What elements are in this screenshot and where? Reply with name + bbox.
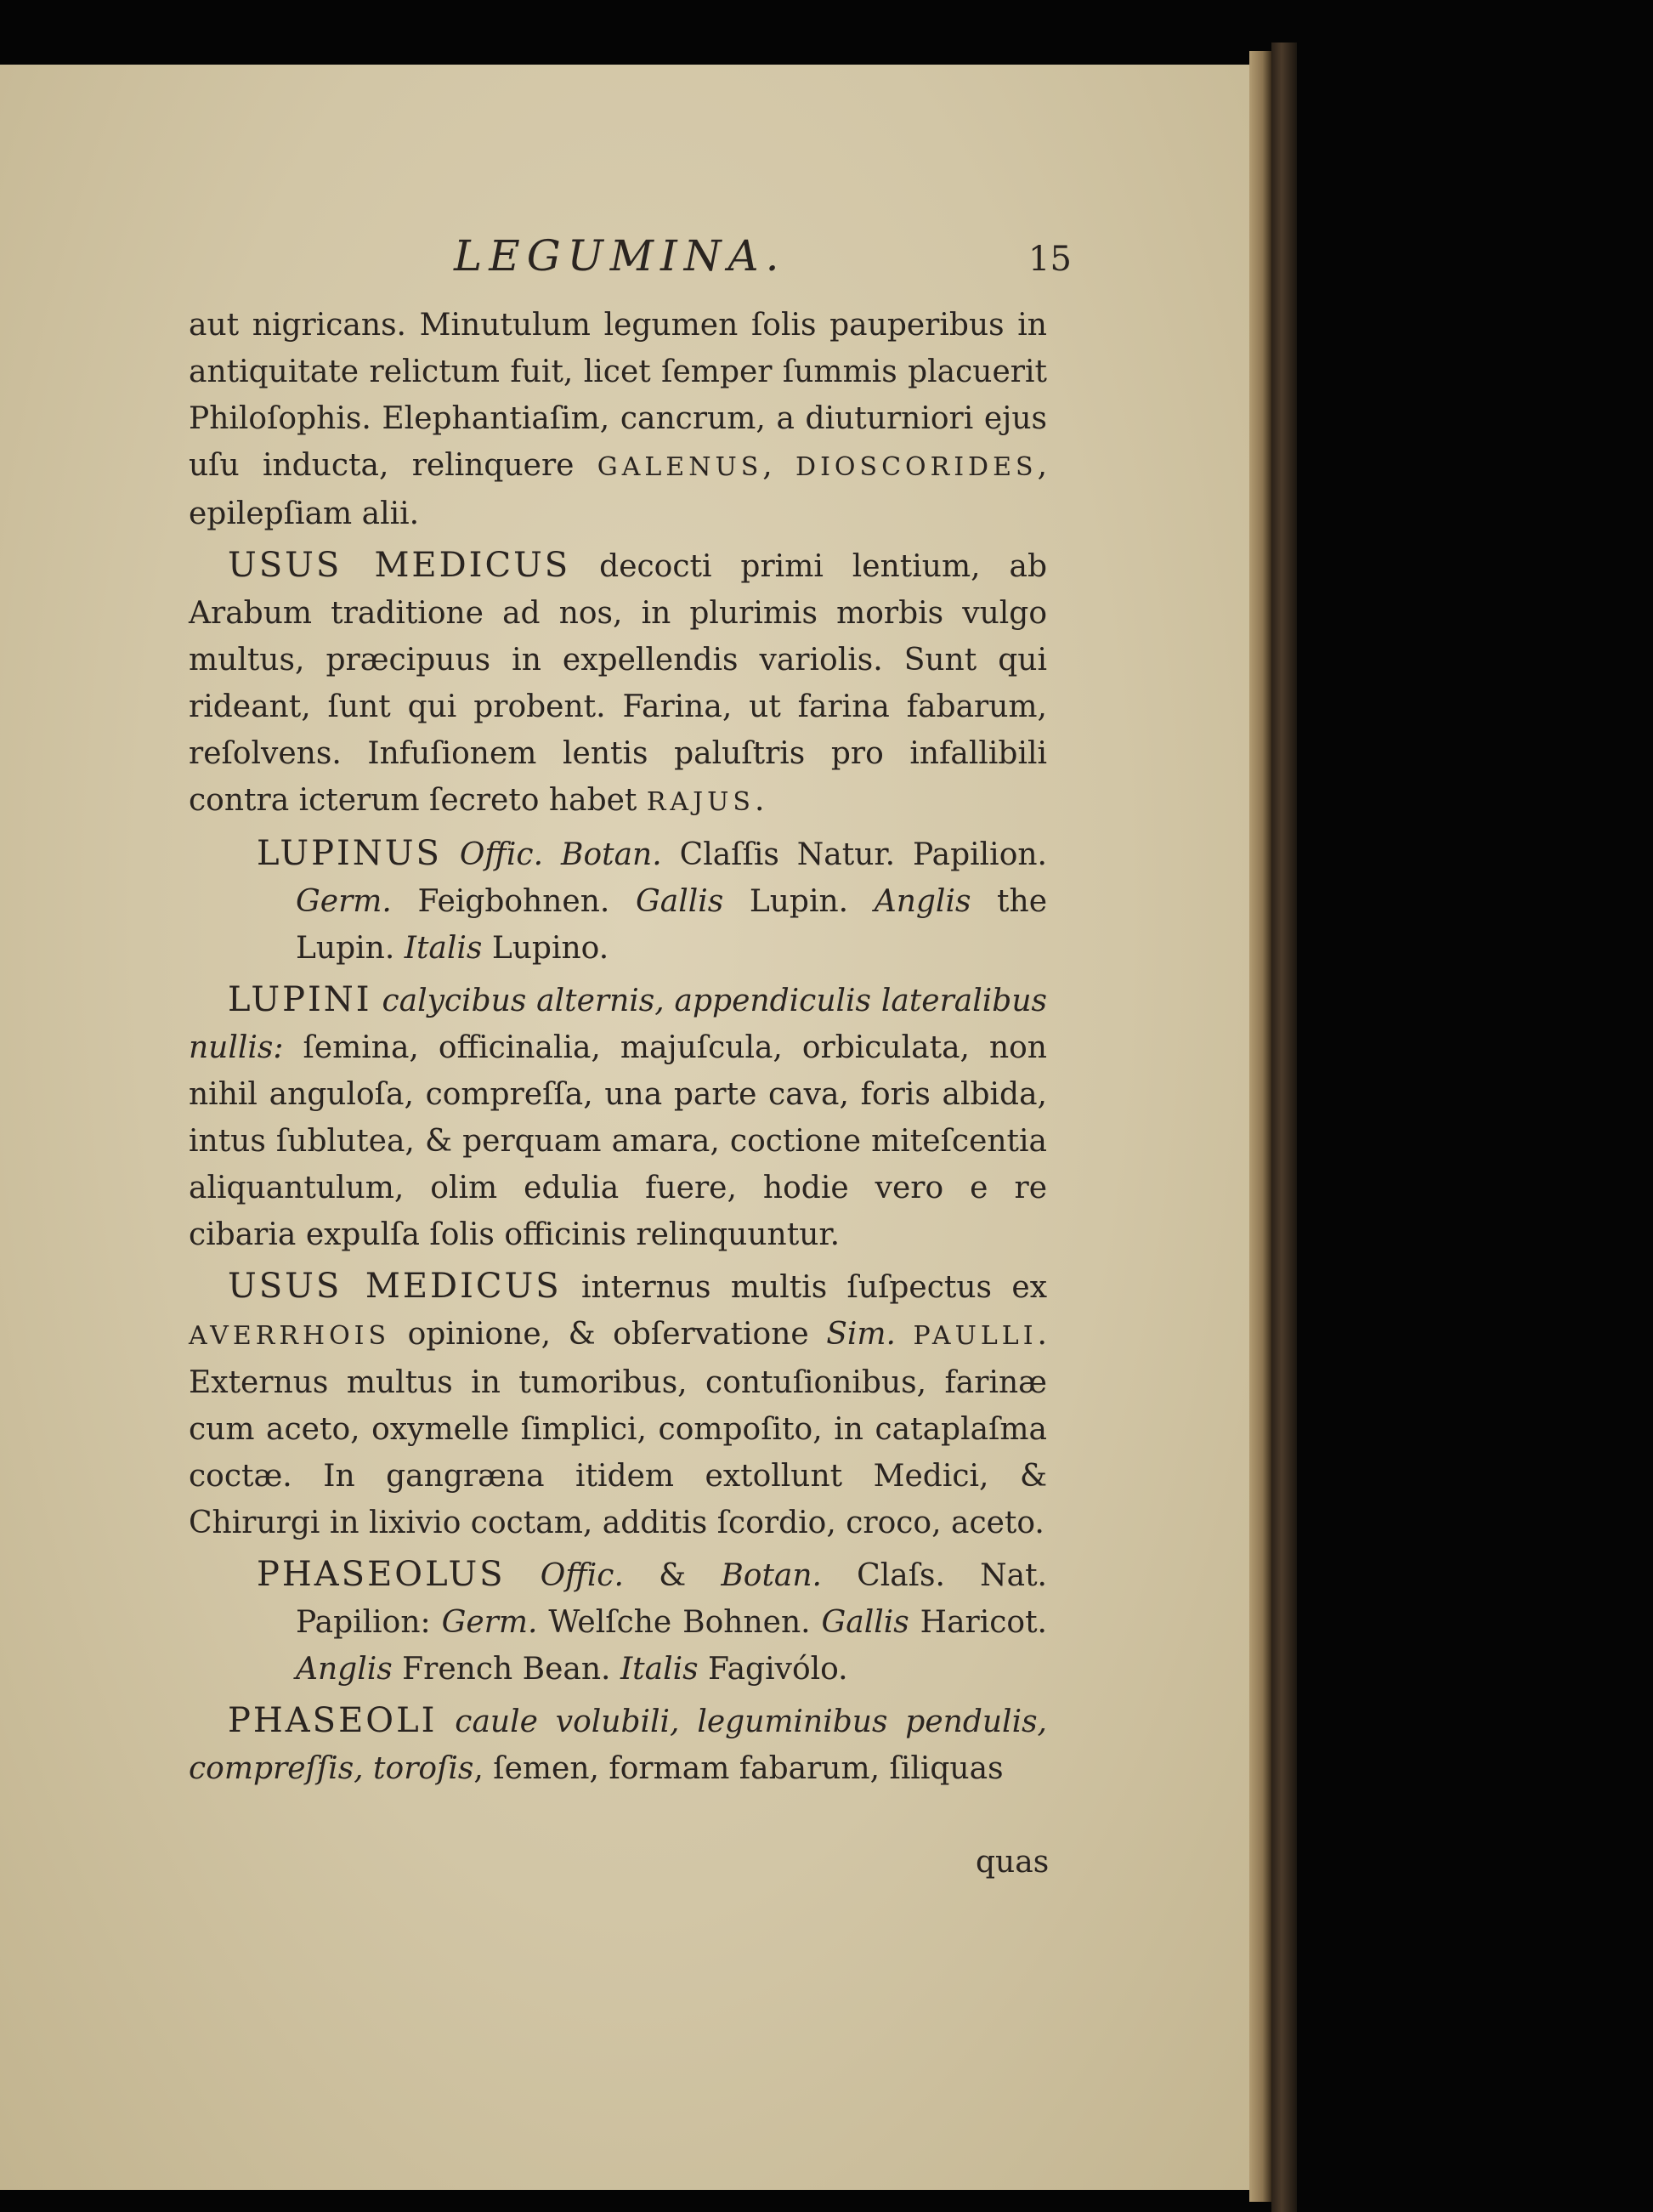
text-block [189, 302, 1047, 1797]
paragraph-lentes-usus [189, 302, 1047, 537]
text-segment: the Lupin. [296, 884, 1047, 966]
text-segment [437, 1704, 455, 1739]
text-segment: , ſemen, formam fabarum, ſiliquas [473, 1751, 1004, 1786]
catchword: quas [976, 1845, 1050, 1880]
paragraph-lupini-description [189, 977, 1047, 1258]
text-segment: , [762, 448, 796, 483]
text-segment: USUS MEDICUS [228, 546, 571, 585]
text-segment: PHASEOLI [228, 1701, 438, 1740]
text-segment [506, 1558, 541, 1593]
text-segment: USUS MEDICUS [228, 1267, 562, 1306]
page-gutter-edge [1249, 51, 1271, 2202]
text-segment: Haricot. [909, 1605, 1047, 1640]
paragraph-phaseoli-description [189, 1698, 1047, 1792]
text-segment: PHASEOLUS [257, 1555, 506, 1594]
text-segment: Feigbohnen. [391, 884, 636, 919]
text-segment: Anglis [874, 884, 971, 919]
text-segment [372, 984, 382, 1018]
text-segment: . Externus multus in tumoribus, contuſionibus, farinæ cum aceto, oxymelle ſimplici, compoſito, in cataplaſma coctæ. In gangræna itidem extollunt Medici, & Chirurgi in lixivio coctam, additis ſcordio, croco, aceto. [189, 1317, 1047, 1540]
text-segment: Offic. Botan. [459, 837, 662, 872]
text-segment: Germ. [441, 1605, 538, 1640]
text-segment: DIOSCORIDES [795, 452, 1038, 482]
text-segment: caule volubili, leguminibus pendulis, compreſſis, toroſis [189, 1704, 1047, 1786]
paragraph-usus-medicus-lupini [189, 1263, 1047, 1546]
text-segment: AVERRHOIS [189, 1321, 391, 1351]
text-segment: aut nigricans. Minutulum legumen ſolis pauperibus in antiquitate relictum fuit, licet ſemper ſummis placuerit Philoſophis. Elephantiaſim, cancrum, a diuturniori ejus uſu inducta, relinquere [189, 308, 1047, 483]
text-segment: Sim. [826, 1317, 896, 1352]
entry-lupinus [223, 831, 1047, 972]
text-segment: ſemina, officinalia, majuſcula, orbiculata, non nihil anguloſa, compreſſa, una parte cava, foris albida, intus ſublutea, & perquam amara, coctione miteſcentia aliquantulum, olim edulia fuere, hodie vero e re cibaria expulſa ſolis officinis relinquuntur. [189, 1030, 1047, 1252]
text-segment: Gallis [635, 884, 724, 919]
text-segment: decocti primi lentium, ab Arabum traditione ad nos, in plurimis morbis vulgo multus, præcipuus in expellendis variolis. Sunt qui rideant, ſunt qui probent. Farina, ut farina fabarum, reſolvens. Infuſionem lentis paluſtris pro infallibili contra icterum ſecreto habet [189, 549, 1048, 818]
text-segment: LUPINUS [257, 834, 442, 873]
book-spine [1271, 43, 1297, 2212]
text-segment: . [754, 783, 765, 818]
text-segment: & [623, 1558, 722, 1593]
text-segment: Botan. [721, 1558, 822, 1593]
text-segment: Gallis [821, 1605, 909, 1640]
text-segment: Fagivólo. [698, 1652, 848, 1687]
text-segment: Welſche Bohnen. [537, 1605, 822, 1640]
running-head: LEGUMINA. [454, 231, 786, 281]
text-segment: GALENUS [597, 452, 763, 482]
text-segment: Lupino. [482, 931, 609, 966]
text-segment [896, 1317, 914, 1352]
text-segment: Claſs. Nat. Papilion: [296, 1558, 1047, 1640]
text-segment: Offic. [540, 1558, 624, 1593]
text-segment: RAJUS [646, 787, 755, 817]
text-segment: Claſſis Natur. Papilion. [661, 837, 1047, 872]
text-segment: French Bean. [392, 1652, 620, 1687]
text-segment: , epilepſiam alii. [189, 448, 1048, 531]
text-segment [442, 837, 460, 872]
paragraph-usus-medicus-lentium [189, 542, 1047, 825]
text-segment: Italis [404, 931, 483, 966]
text-segment: Anglis [296, 1652, 393, 1687]
page-number: 15 [1028, 240, 1072, 279]
text-segment: opinione, & obſervatione [390, 1317, 827, 1352]
text-segment: PAULLI [913, 1321, 1038, 1351]
text-segment: Italis [620, 1652, 699, 1687]
entry-phaseolus [223, 1551, 1047, 1693]
text-segment: internus multis ſuſpectus ex [561, 1270, 1048, 1305]
text-segment: Germ. [296, 884, 392, 919]
text-segment: LUPINI [228, 980, 372, 1019]
text-segment: calycibus alternis, appendiculis lateralibus nullis: [189, 984, 1047, 1065]
text-segment: Lupin. [723, 884, 875, 919]
